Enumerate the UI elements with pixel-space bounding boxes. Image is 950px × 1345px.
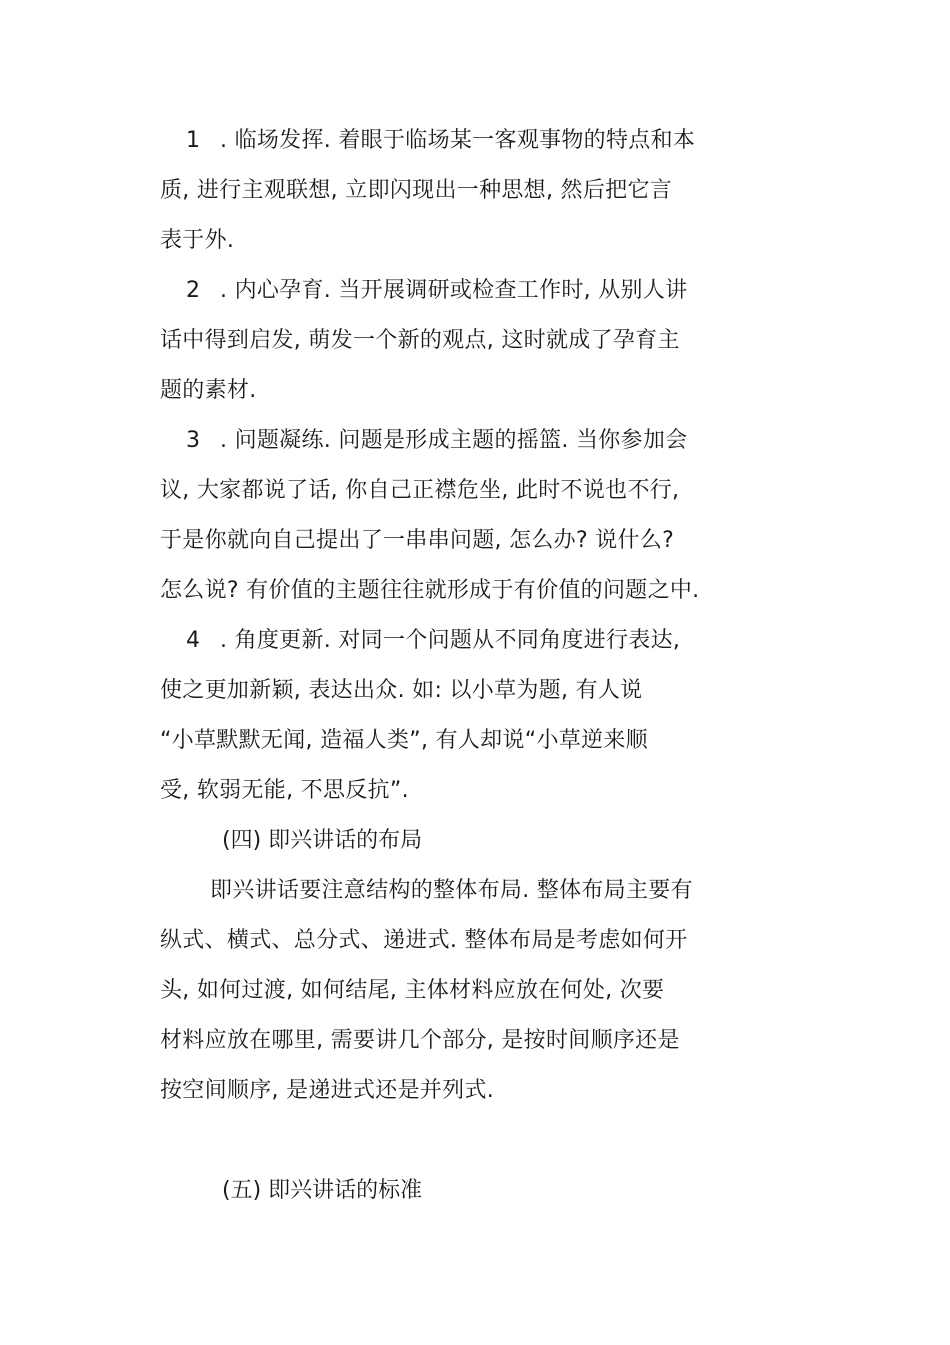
item-3-line-4: 怎么说? 有价值的主题往往就形成于有价值的问题之中. xyxy=(160,578,700,603)
item-3-line-3: 于是你就向自己提出了一串串问题, 怎么办? 说什么? xyxy=(160,528,675,553)
section-4-heading: (四) 即兴讲话的布局 xyxy=(222,828,423,853)
section-4-line-4: 材料应放在哪里, 需要讲几个部分, 是按时间顺序还是 xyxy=(160,1028,680,1053)
section-4-line-5: 按空间顺序, 是递进式还是并列式. xyxy=(160,1078,495,1103)
item-3-line-1 xyxy=(160,426,687,456)
item-1-text-1: . 临场发挥. 着眼于临场某一客观事物的特点和本 xyxy=(220,128,696,153)
section-4-line-2: 纵式、横式、总分式、递进式. 整体布局是考虑如何开 xyxy=(160,928,688,953)
item-4-number: 4 xyxy=(186,628,201,653)
item-3-number: 3 xyxy=(186,428,201,453)
section-4-line-1: 即兴讲话要注意结构的整体布局. 整体布局主要有 xyxy=(210,878,693,903)
item-1-number: 1 xyxy=(186,128,201,153)
item-1-line-3: 表于外. xyxy=(160,228,235,253)
item-3-line-2: 议, 大家都说了话, 你自己正襟危坐, 此时不说也不行, xyxy=(160,478,680,503)
item-4-text-1: . 角度更新. 对同一个问题从不同角度进行表达, xyxy=(220,628,681,653)
section-4-line-3: 头, 如何过渡, 如何结尾, 主体材料应放在何处, 次要 xyxy=(160,978,665,1003)
item-1-line-2: 质, 进行主观联想, 立即闪现出一种思想, 然后把它言 xyxy=(160,178,673,203)
section-5-heading: (五) 即兴讲话的标准 xyxy=(222,1178,423,1203)
item-2-line-3: 题的素材. xyxy=(160,378,257,403)
item-3-text-1: . 问题凝练. 问题是形成主题的摇篮. 当你参加会 xyxy=(220,428,688,453)
item-4-line-1 xyxy=(160,626,680,656)
item-1-line-1 xyxy=(160,126,695,156)
item-4-line-2: 使之更加新颖, 表达出众. 如: 以小草为题, 有人说 xyxy=(160,678,643,703)
item-2-number: 2 xyxy=(186,278,201,303)
item-4-line-4: 受, 软弱无能, 不思反抗”. xyxy=(160,778,409,803)
item-2-line-1 xyxy=(160,276,687,306)
item-2-text-1: . 内心孕育. 当开展调研或检查工作时, 从别人讲 xyxy=(220,278,688,303)
item-2-line-2: 话中得到启发, 萌发一个新的观点, 这时就成了孕育主 xyxy=(160,328,680,353)
item-4-line-3: “小草默默无闻, 造福人类”, 有人却说“小草逆来顺 xyxy=(160,728,648,753)
